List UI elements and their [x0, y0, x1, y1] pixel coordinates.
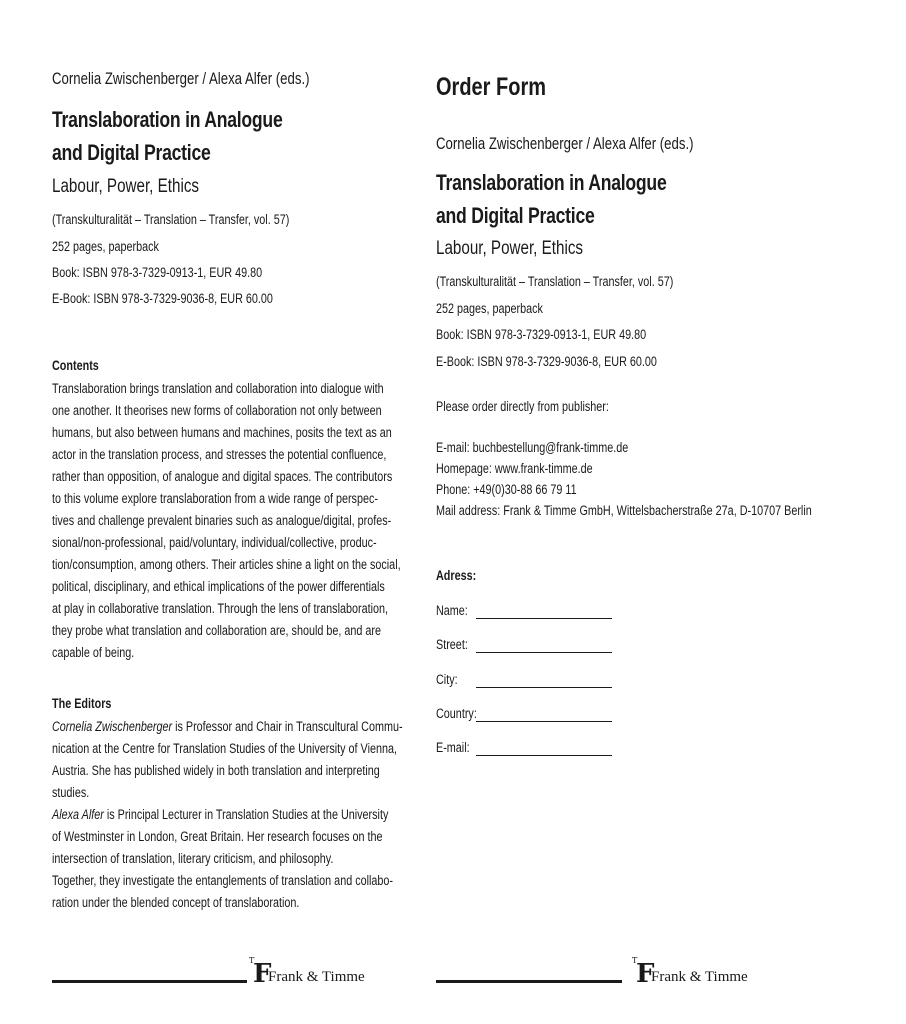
- order-isbn-book: Book: ISBN 978-3-7329-0913-1, EUR 49.80: [436, 327, 647, 342]
- name-label: Name:: [436, 603, 468, 618]
- pages-line: 252 pages, paperback: [52, 239, 159, 254]
- order-form-column: [436, 0, 812, 1024]
- name-input-line[interactable]: [476, 618, 612, 619]
- isbn-book: Book: ISBN 978-3-7329-0913-1, EUR 49.80: [52, 265, 263, 280]
- country-input-line[interactable]: [476, 721, 612, 722]
- logo-f-icon: F: [253, 959, 272, 989]
- editors-paragraph: Cornelia Zwischenberger is Professor and Chair in Transcultural Commu- nication at the Centre for Translation Studies of the University of Vienna, Austria. She has published widely in both translation and interpreting studies. Alexa Alfer is Principal Lecturer in Translation Studies at the University of Westminster in London, Great Britain. Her research focuses on the intersection of translation, literary criticism, and philosophy. Together, they investigate the entanglements of translation and collabo- ration under the blended concept of translaboration.: [52, 719, 403, 910]
- order-series-line: (Transkulturalität – Translation – Transfer, vol. 57): [436, 274, 674, 289]
- left-footer-rule: [52, 980, 247, 983]
- order-editors-line: Cornelia Zwischenberger / Alexa Alfer (eds.): [436, 135, 694, 153]
- order-instruction: Please order directly from publisher:: [436, 399, 609, 414]
- email-label: E-mail:: [436, 740, 470, 755]
- editor1-name: Cornelia Zwischenberger: [52, 719, 173, 734]
- isbn-ebook: E-Book: ISBN 978-3-7329-9036-8, EUR 60.00: [52, 291, 273, 306]
- order-pages-line: 252 pages, paperback: [436, 301, 543, 316]
- address-heading: Adress:: [436, 568, 477, 583]
- order-form-title: Order Form: [436, 73, 547, 101]
- street-input-line[interactable]: [476, 652, 612, 653]
- editors-heading: The Editors: [52, 696, 112, 711]
- book-info-column: [52, 0, 403, 1024]
- logo-name: Frank & Timme: [651, 969, 748, 985]
- city-input-line[interactable]: [476, 687, 612, 688]
- order-email[interactable]: E-mail: buchbestellung@frank-timme.de: [436, 440, 629, 455]
- book-title: Translaboration in Analogue and Digital Practice: [52, 107, 283, 165]
- editor2-name: Alexa Alfer: [52, 807, 104, 822]
- logo-t-icon: T: [249, 956, 255, 965]
- order-phone: Phone: +49(0)30-88 66 79 11: [436, 482, 577, 497]
- series-line: (Transkulturalität – Translation – Transfer, vol. 57): [52, 212, 290, 227]
- logo-f-icon: F: [636, 959, 655, 989]
- city-label: City:: [436, 672, 458, 687]
- contents-heading: Contents: [52, 358, 99, 373]
- order-book-title: Translaboration in Analogue and Digital Practice: [436, 170, 667, 228]
- order-mail-address: Mail address: Frank & Timme GmbH, Wittelsbacherstraße 27a, D-10707 Berlin: [436, 503, 812, 518]
- editors-line: Cornelia Zwischenberger / Alexa Alfer (eds.): [52, 70, 310, 88]
- logo-name: Frank & Timme: [268, 969, 365, 985]
- right-footer-rule: [436, 980, 622, 983]
- email-input-line[interactable]: [476, 755, 612, 756]
- logo-t-icon: T: [632, 956, 638, 965]
- street-label: Street:: [436, 637, 468, 652]
- country-label: Country:: [436, 706, 477, 721]
- order-book-subtitle: Labour, Power, Ethics: [436, 238, 584, 259]
- book-subtitle: Labour, Power, Ethics: [52, 176, 200, 197]
- order-homepage[interactable]: Homepage: www.frank-timme.de: [436, 461, 593, 476]
- order-isbn-ebook: E-Book: ISBN 978-3-7329-9036-8, EUR 60.00: [436, 354, 657, 369]
- contents-paragraph: Translaboration brings translation and collaboration into dialogue with one another. It theorises new forms of collaboration not only between humans, but also between humans and machines, posits the text as an actor in the translation process, and stresses the potential confluence, rather than opposition, of analogue and digital spaces. The contributors to this volume explore translaboration from a wide range of perspec- tives and challenge prevalent binaries such as analogue/digital, profes- sional/non-professional, paid/voluntary, individual/collective, produc- tion/consumption, among others. Their articles shine a light on the social, political, disciplinary, and ethical implications of the power differentials at play in collaborative translation. Through the lens of translaboration, they probe what translation and collaboration are, should be, and are capable of being.: [52, 381, 401, 660]
